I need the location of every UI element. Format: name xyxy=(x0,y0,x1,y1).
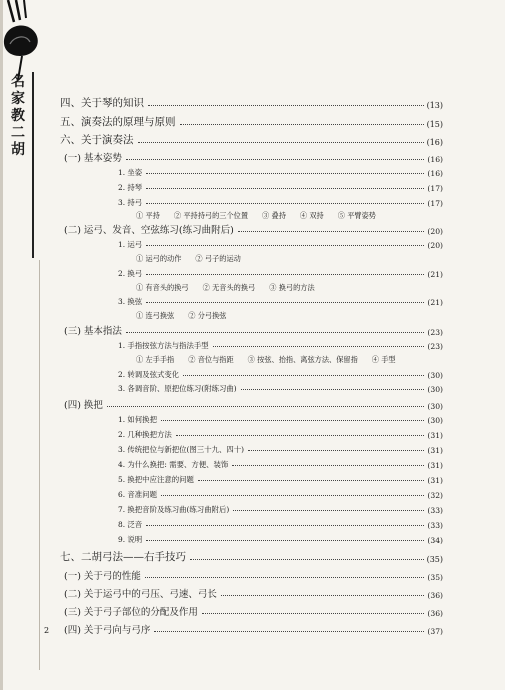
toc-page-number: (17) xyxy=(427,199,443,208)
toc-entry[interactable] xyxy=(118,414,443,425)
toc-page-number: (33) xyxy=(427,521,443,530)
toc-entry[interactable] xyxy=(60,115,443,129)
subpoint: ① 连弓换弦 xyxy=(136,311,175,320)
subpoint: ② 平持持弓的三个位置 xyxy=(173,211,249,220)
toc-entry-label: 7. 换把音阶及练习曲(练习曲附后) xyxy=(118,505,230,514)
subpoint: ③ 叠持 xyxy=(262,211,286,220)
toc-entry-label: 8. 泛音 xyxy=(118,520,143,529)
toc-entry[interactable] xyxy=(118,239,443,250)
subpoint: ③ 换弓的方法 xyxy=(269,283,315,292)
subpoint: ⑤ 平臂姿势 xyxy=(337,211,376,220)
toc-page-number: (35) xyxy=(427,573,443,582)
dot-leader xyxy=(146,274,424,275)
subpoint: ② 音位与指距 xyxy=(188,355,234,364)
toc-page-number: (13) xyxy=(426,101,443,110)
toc-entry-label: (四) 关于弓向与弓序 xyxy=(64,625,151,636)
toc-entry[interactable] xyxy=(118,429,443,440)
toc-entry-label: 3. 换弦 xyxy=(118,297,143,306)
toc-entry-label: 5. 换把中应注意的问题 xyxy=(118,475,194,484)
toc-page-number: (32) xyxy=(427,491,443,500)
toc-subpoints xyxy=(136,282,315,293)
dot-leader xyxy=(198,480,424,481)
subpoint: ① 平持 xyxy=(136,211,160,220)
dot-leader xyxy=(146,525,424,526)
dot-leader xyxy=(176,435,425,436)
toc-entry[interactable] xyxy=(118,459,443,470)
toc-entry-label: 1. 手指按弦方法与指法手型 xyxy=(118,341,209,350)
toc-entry[interactable] xyxy=(118,167,443,178)
toc-page-number: (17) xyxy=(427,184,443,193)
book-title-char: 二 xyxy=(11,125,25,141)
dot-leader xyxy=(146,245,424,246)
toc-entry-label: 6. 音准问题 xyxy=(118,490,157,499)
dot-leader xyxy=(241,389,425,390)
toc-entry-label: 2. 几种换把方法 xyxy=(118,430,172,439)
toc-entry[interactable] xyxy=(64,623,443,636)
toc-page-number: (30) xyxy=(427,371,443,380)
toc-page-number: (21) xyxy=(427,270,443,279)
dot-leader xyxy=(146,188,424,189)
dot-leader xyxy=(202,613,424,614)
toc-entry-label: (一) 关于弓的性能 xyxy=(64,571,141,582)
toc-entry[interactable] xyxy=(118,182,443,193)
dot-leader xyxy=(146,302,424,303)
toc-subpoints xyxy=(136,210,376,221)
toc-page-number: (31) xyxy=(427,446,443,455)
toc-entry-label: (四) 换把 xyxy=(64,400,103,411)
dot-leader xyxy=(180,124,424,125)
dot-leader xyxy=(161,495,424,496)
toc-entry[interactable] xyxy=(64,151,443,164)
toc-page-number: (16) xyxy=(427,169,443,178)
toc-page-number: (31) xyxy=(427,461,443,470)
dot-leader xyxy=(146,203,424,204)
toc-entry-label: 4. 为什么换把: 需要、方便、装饰 xyxy=(118,460,229,469)
toc-subpoints xyxy=(136,310,226,321)
toc-entry[interactable] xyxy=(118,489,443,500)
toc-entry-label: (二) 运弓、发音、空弦练习(练习曲附后) xyxy=(64,225,234,236)
toc-subpoints xyxy=(136,253,241,264)
dot-leader xyxy=(138,142,424,143)
toc-entry[interactable] xyxy=(118,534,443,545)
subpoint: ① 有音头的换弓 xyxy=(136,283,189,292)
toc-entry-label: 2. 持琴 xyxy=(118,183,143,192)
toc-entry[interactable] xyxy=(64,587,443,600)
toc-page-number: (34) xyxy=(427,536,443,545)
dot-leader xyxy=(154,631,424,632)
toc-entry-label: 1. 运弓 xyxy=(118,240,143,249)
subpoint: ② 无音头的换弓 xyxy=(202,283,256,292)
toc-subpoints xyxy=(136,354,396,365)
toc-entry-label: 1. 如何换把 xyxy=(118,415,157,424)
book-title-char: 胡 xyxy=(11,142,25,158)
toc-entry[interactable] xyxy=(118,474,443,485)
dot-leader xyxy=(148,105,424,106)
toc-page-number: (16) xyxy=(427,155,443,164)
toc-entry[interactable] xyxy=(118,504,443,515)
dot-leader xyxy=(221,595,424,596)
subpoint: ① 运弓的动作 xyxy=(136,254,182,263)
toc-entry-label: (二) 关于运弓中的弓压、弓速、弓长 xyxy=(64,589,217,600)
toc-entry-label: (三) 基本指法 xyxy=(64,326,122,337)
toc-page-number: (36) xyxy=(427,609,443,618)
toc-entry[interactable] xyxy=(118,197,443,208)
toc-entry-label: 五、演奏法的原理与原则 xyxy=(60,116,176,128)
toc-entry-label: (三) 关于弓子部位的分配及作用 xyxy=(64,607,198,618)
book-title-char: 名 xyxy=(11,74,25,90)
toc-entry[interactable] xyxy=(118,296,443,307)
dot-leader xyxy=(238,231,425,232)
subpoint: ② 分弓换弦 xyxy=(188,311,227,320)
toc-page-number: (16) xyxy=(426,138,443,147)
dot-leader xyxy=(161,420,424,421)
subpoint: ③ 按弦、抬指、离弦方法、保留指 xyxy=(247,355,358,364)
toc-page-number: (20) xyxy=(427,241,443,250)
toc-page-number: (21) xyxy=(427,298,443,307)
toc-page-number: (35) xyxy=(426,555,443,564)
toc-entry-label: 七、二胡弓法——右手技巧 xyxy=(60,551,186,563)
toc-entry-label: 3. 持弓 xyxy=(118,198,143,207)
toc-page-number: (23) xyxy=(427,342,443,351)
dot-leader xyxy=(107,406,424,407)
toc-entry-label: (一) 基本姿势 xyxy=(64,153,122,164)
toc-entry[interactable] xyxy=(118,369,443,380)
subpoint: ① 左手手指 xyxy=(136,355,175,364)
toc-page-number: (33) xyxy=(427,506,443,515)
dot-leader xyxy=(126,332,424,333)
toc-entry[interactable] xyxy=(60,96,443,110)
toc-page-number: (31) xyxy=(427,476,443,485)
toc-entry[interactable] xyxy=(64,605,443,618)
subpoint: ② 弓子的运动 xyxy=(195,254,241,263)
dot-leader xyxy=(146,540,424,541)
toc-page-number: (37) xyxy=(427,627,443,636)
dot-leader xyxy=(232,465,424,466)
toc-page-number: (30) xyxy=(427,416,443,425)
dot-leader xyxy=(126,159,424,160)
toc-page-number: (15) xyxy=(426,120,443,129)
toc-entry-label: 3. 传统把位与新把位(图三十九、四十) xyxy=(118,445,245,454)
dot-leader xyxy=(145,577,424,578)
toc-entry[interactable] xyxy=(118,519,443,530)
toc-entry-label: 2. 换弓 xyxy=(118,269,143,278)
toc-page-number: (36) xyxy=(427,591,443,600)
toc-entry-label: 3. 各调音阶、原把位练习(附练习曲) xyxy=(118,384,237,393)
toc-entry[interactable] xyxy=(64,569,443,582)
toc-page-number: (20) xyxy=(427,227,443,236)
toc-entry[interactable] xyxy=(60,550,443,564)
dot-leader xyxy=(190,559,424,560)
dot-leader xyxy=(183,375,424,376)
toc-entry-label: 四、关于琴的知识 xyxy=(60,97,144,109)
dot-leader xyxy=(213,346,425,347)
toc-entry[interactable] xyxy=(118,444,443,455)
book-title-char: 教 xyxy=(11,108,25,124)
toc-entry[interactable] xyxy=(118,268,443,279)
toc-entry[interactable] xyxy=(64,324,443,337)
toc-entry[interactable] xyxy=(64,398,443,411)
toc-entry-label: 六、关于演奏法 xyxy=(60,134,134,146)
toc-page-number: (23) xyxy=(427,328,443,337)
toc-page-number: (30) xyxy=(427,385,443,394)
toc-entry-label: 2. 转调及弦式变化 xyxy=(118,370,180,379)
toc-entry-label: 1. 坐姿 xyxy=(118,168,143,177)
book-title-char: 家 xyxy=(11,91,25,107)
subpoint: ④ 手型 xyxy=(371,355,396,364)
toc-page-number: (31) xyxy=(427,431,443,440)
toc-entry[interactable] xyxy=(118,383,443,394)
dot-leader xyxy=(146,173,424,174)
subpoint: ④ 双持 xyxy=(299,211,324,220)
dot-leader xyxy=(233,510,424,511)
toc-entry[interactable] xyxy=(60,133,443,147)
page-number: 2 xyxy=(44,626,50,635)
toc-entry-label: 9. 说明 xyxy=(118,535,143,544)
toc-entry[interactable] xyxy=(118,340,443,351)
dot-leader xyxy=(248,450,424,451)
toc-entry[interactable] xyxy=(64,223,443,236)
toc-page-number: (30) xyxy=(427,402,443,411)
